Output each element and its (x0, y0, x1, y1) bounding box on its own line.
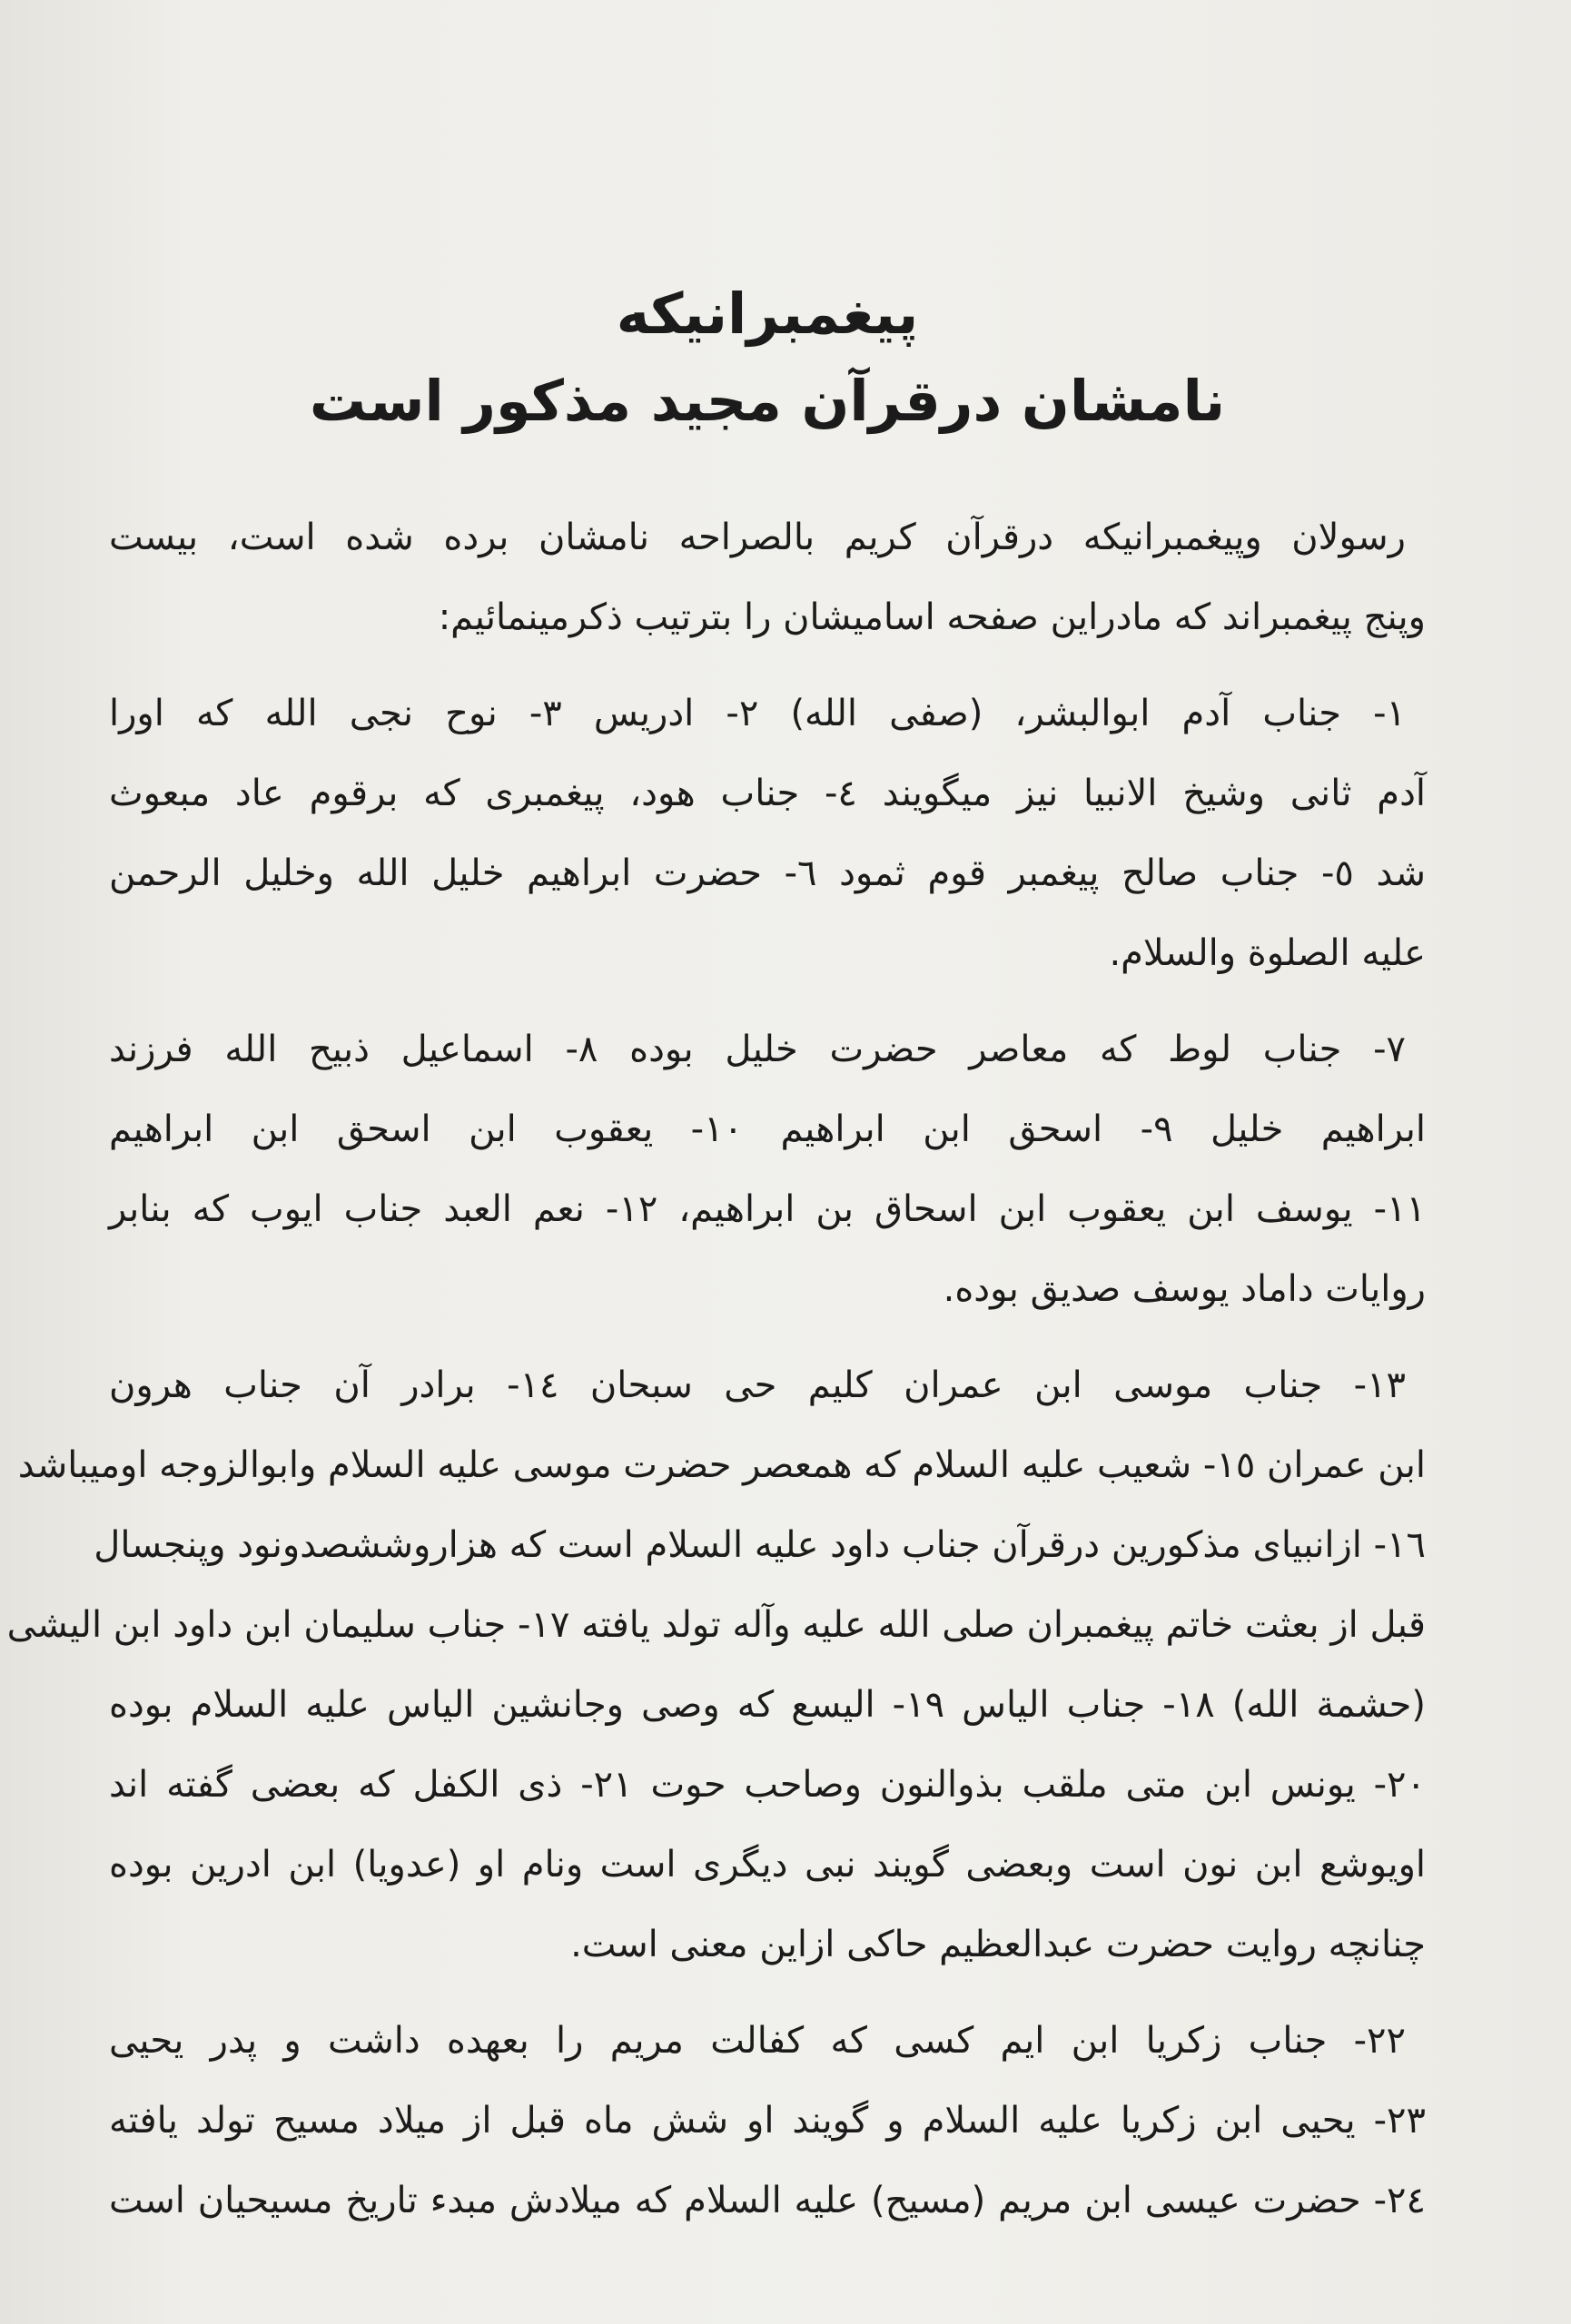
text-line: ۱- جناب آدم ابوالبشر، (صفی الله) ۲- ادریس ۳- نوح نجی الله که اورا (109, 693, 1406, 734)
text-line: چنانچه روایت حضرت عبدالعظیم حاکی ازاین معنی است. (570, 1924, 1426, 1965)
text-line: ۷- جناب لوط که معاصر حضرت خلیل بوده ۸- اسماعیل ذبیح الله فرزند (109, 1029, 1406, 1070)
prophets-paragraph-1 (109, 674, 1426, 993)
text-line: وپنج پیغمبراند که مادراین صفحه اسامیشان را بترتیب ذکرمینمائیم: (438, 596, 1426, 638)
prophets-paragraph-4 (109, 2001, 1426, 2240)
text-line: ۲۰- یونس ابن متی ملقب بذوالنون وصاحب حوت ۲۱- ذی الکفل که بعضی گفته اند (109, 1764, 1426, 1806)
text-line: ۲٤- حضرت عیسی ابن مریم (مسیح) علیه السلام که میلادش مبدء تاریخ مسیحیان است (109, 2180, 1426, 2221)
page-title-line-1: پیغمبرانیکه (616, 281, 919, 347)
text-line: ۱۳- جناب موسی ابن عمران کلیم حی سبحان ۱٤- برادر آن جناب هرون (109, 1364, 1406, 1406)
text-line: ۱۱- یوسف ابن یعقوب ابن اسحاق بن ابراهیم، ۱۲- نعم العبد جناب ایوب که بنابر (109, 1188, 1427, 1230)
text-line: ابراهیم خلیل ۹- اسحق ابن ابراهیم ۱۰- یعقوب ابن اسحق ابن ابراهیم (109, 1108, 1427, 1150)
page-title-line-2: نامشان درقرآن مجید مذکور است (309, 368, 1226, 434)
text-line: شد ٥- جناب صالح پیغمبر قوم ثمود ٦- حضرت ابراهیم خلیل الله وخلیل الرحمن (109, 852, 1427, 894)
text-line: ابن عمران ۱٥- شعیب علیه السلام که همعصر حضرت موسی علیه السلام وابوالزوجه اومیباشد (17, 1444, 1426, 1486)
intro-paragraph (109, 497, 1426, 657)
text-line: (حشمة الله) ۱۸- جناب الیاس ۱۹- الیسع که وصی وجانشین الیاس علیه السلام بوده (109, 1684, 1426, 1726)
text-line: ۱٦- ازانبیای مذکورین درقرآن جناب داود علیه السلام است که هزاروششصدونود وپنجسال (94, 1524, 1426, 1566)
text-line: ۲۲- جناب زکریا ابن ایم کسی که کفالت مریم را بعهده داشت و پدر یحیی (109, 2020, 1406, 2062)
text-line: اویوشع ابن نون است وبعضی گویند نبی دیگری است ونام او (عدویا) ابن ادرین بوده (109, 1844, 1426, 1886)
text-line: قبل از بعثت خاتم پیغمبران صلی الله علیه وآله تولد یافته ۱۷- جناب سلیمان ابن داود ابن الیشی (6, 1604, 1426, 1646)
text-line: ۲۳- یحیی ابن زکریا علیه السلام و گویند او شش ماه قبل از میلاد مسیح تولد یافته (109, 2100, 1426, 2142)
text-line: رسولان وپیغمبرانیکه درقرآن کریم بالصراحه نامشان برده شده است، بیست (109, 517, 1406, 558)
text-line: آدم ثانی وشیخ الانبیا نیز میگویند ٤- جناب هود، پیغمبری که برقوم عاد مبعوث (109, 773, 1426, 814)
show-through-text (154, 109, 1517, 171)
page-content (6, 272, 1427, 2257)
prophets-paragraph-2 (109, 1009, 1426, 1329)
text-line: روایات داماد یوسف صدیق بوده. (943, 1268, 1426, 1310)
text-line: علیه الصلوة والسلام. (1109, 932, 1426, 974)
prophets-paragraph-3 (6, 1345, 1426, 1984)
